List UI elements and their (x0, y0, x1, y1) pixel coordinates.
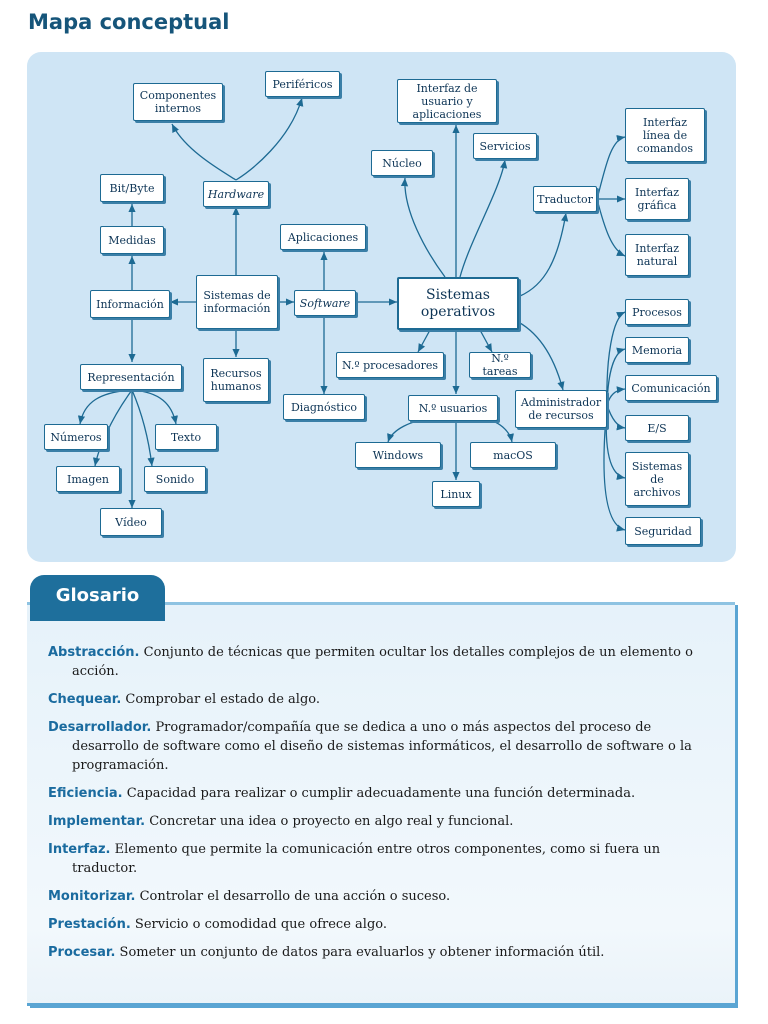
glossary-definition: Servicio o comodidad que ofrece algo. (134, 917, 387, 932)
node-num-procesadores: N.º procesadores (336, 352, 444, 378)
glossary-term: Abstracción. (48, 645, 140, 660)
glossary-term: Implementar. (48, 814, 146, 829)
node-interfaz-natural: Interfaz natural (625, 234, 689, 276)
glossary-term: Procesar. (48, 945, 116, 960)
glossary-term: Prestación. (48, 917, 131, 932)
node-informacion: Información (90, 290, 170, 318)
node-software: Software (294, 290, 356, 316)
glossary-term: Interfaz. (48, 842, 111, 857)
node-servicios: Servicios (473, 133, 537, 159)
node-bit-byte: Bit/Byte (100, 174, 164, 202)
node-num-tareas: N.º tareas (469, 352, 531, 378)
page-title: Mapa conceptual (28, 10, 230, 34)
glossary-entry (48, 943, 718, 962)
node-macos: macOS (470, 442, 556, 468)
glossary-list (48, 643, 718, 971)
node-imagen: Imagen (56, 466, 120, 492)
glossary-definition: Concretar una idea o proyecto en algo real y funcional. (149, 814, 514, 829)
node-interfaz-linea-de-comandos: Interfaz línea de comandos (625, 108, 705, 162)
glossary-term: Monitorizar. (48, 889, 136, 904)
node-num-usuarios: N.º usuarios (408, 395, 498, 421)
node-sonido: Sonido (144, 466, 206, 492)
node-procesos: Procesos (625, 299, 689, 325)
glossary-bottom-rule (27, 1003, 737, 1006)
node-video: Vídeo (100, 508, 162, 536)
node-aplicaciones: Aplicaciones (280, 224, 366, 250)
node-seguridad: Seguridad (625, 517, 701, 545)
glossary-entry (48, 812, 718, 831)
node-sistemas-de-informacion: Sistemas de información (196, 275, 278, 329)
node-medidas: Medidas (100, 226, 164, 254)
glossary-definition: Capacidad para realizar o cumplir adecuadamente una función determinada. (126, 786, 636, 801)
node-nucleo: Núcleo (371, 150, 433, 176)
node-texto: Texto (155, 424, 217, 450)
glossary-entry (48, 643, 718, 681)
node-numeros: Números (44, 424, 108, 450)
glossary-entry (48, 840, 718, 878)
glossary-entry (48, 690, 718, 709)
node-diagnostico: Diagnóstico (283, 394, 365, 420)
node-windows: Windows (355, 442, 441, 468)
glossary-title: Glosario (55, 585, 140, 606)
glossary-definition: Programador/compañía que se dedica a uno o más aspectos del proceso de desarrollo de software como el diseño de sistemas informáticos, el desarrollo de software o la programación. (72, 720, 692, 773)
node-linux: Linux (432, 481, 480, 507)
node-e-s: E/S (625, 415, 689, 441)
glossary-definition: Elemento que permite la comunicación entre otros componentes, como si fuera un traductor. (72, 842, 661, 876)
glossary-entry (48, 915, 718, 934)
glossary-definition: Conjunto de técnicas que permiten ocultar los detalles complejos de un elemento o acción. (72, 645, 693, 679)
glossary-definition: Comprobar el estado de algo. (125, 692, 320, 707)
node-sistemas-de-archivos: Sistemas de archivos (625, 452, 689, 506)
glossary-entry (48, 718, 718, 775)
glossary-entry (48, 784, 718, 803)
glossary-term: Eficiencia. (48, 786, 123, 801)
glossary-definition: Controlar el desarrollo de una acción o suceso. (139, 889, 451, 904)
node-interfaz-grafica: Interfaz gráfica (625, 178, 689, 220)
node-perifericos: Periféricos (265, 71, 340, 97)
glossary-term: Chequear. (48, 692, 122, 707)
node-memoria: Memoria (625, 337, 689, 363)
glossary-entry (48, 887, 718, 906)
node-componentes-internos: Componentes internos (133, 83, 223, 121)
node-recursos-humanos: Recursos humanos (203, 358, 269, 402)
node-sistemas-operativos: Sistemas operativos (397, 277, 519, 330)
node-traductor: Traductor (533, 186, 597, 212)
glossary-definition: Someter un conjunto de datos para evaluarlos y obtener información útil. (119, 945, 605, 960)
glossary-tab (30, 575, 165, 621)
node-administrador-de-recursos: Administrador de recursos (515, 390, 607, 428)
node-interfaz-de-usuario: Interfaz de usuario y aplicaciones (397, 79, 497, 123)
node-hardware: Hardware (203, 181, 269, 207)
glossary-term: Desarrollador. (48, 720, 152, 735)
node-representacion: Representación (80, 364, 182, 390)
node-comunicacion: Comunicación (625, 375, 717, 401)
